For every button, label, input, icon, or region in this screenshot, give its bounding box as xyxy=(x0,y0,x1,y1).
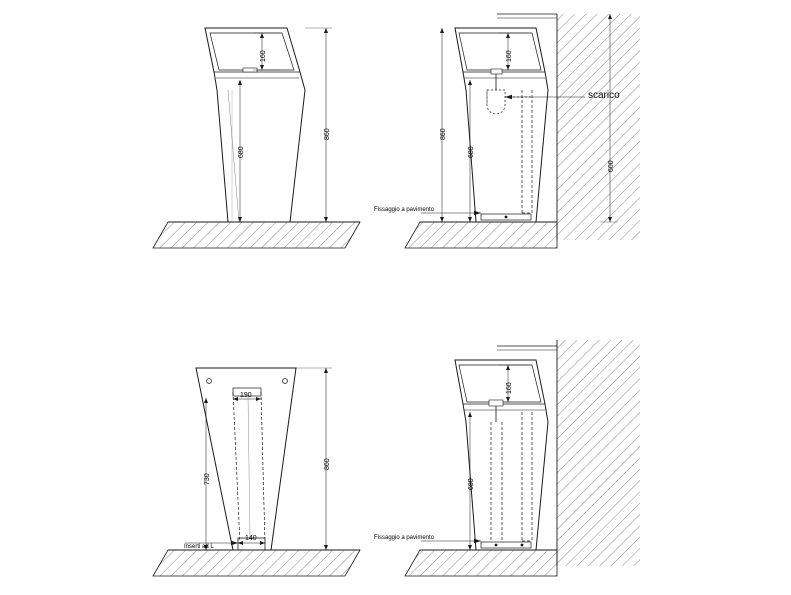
view-bottom-right-geometry xyxy=(405,340,640,576)
note-insert-bl: Inserti ad L xyxy=(184,544,214,550)
callout-drain-tr: scarico xyxy=(588,90,620,101)
note-floor-fixing-br: Fissaggio a pavimento xyxy=(374,535,435,541)
dim-basin-depth-tl: 160 xyxy=(260,50,267,62)
dim-basin-depth-br: 160 xyxy=(506,382,513,394)
dim-pedestal-height-tl: 680 xyxy=(238,146,245,158)
dim-overall-height-tl: 860 xyxy=(324,128,331,140)
dim-pedestal-height-br: 680 xyxy=(468,478,475,490)
note-floor-fixing-tr: Fissaggio a pavimento xyxy=(374,207,435,213)
dim-overall-height-tr: 860 xyxy=(440,128,447,140)
dim-inner-depth-bl: 730 xyxy=(204,473,211,485)
dim-pedestal-height-tr: 680 xyxy=(468,146,475,158)
dim-overall-depth-bl: 860 xyxy=(324,458,331,470)
dim-wall-height-tr: 600 xyxy=(608,160,615,172)
dim-base-width-bl: 140 xyxy=(245,535,257,542)
dim-basin-depth-tr: 160 xyxy=(506,50,513,62)
dim-top-opening-width-bl: 190 xyxy=(240,392,252,399)
